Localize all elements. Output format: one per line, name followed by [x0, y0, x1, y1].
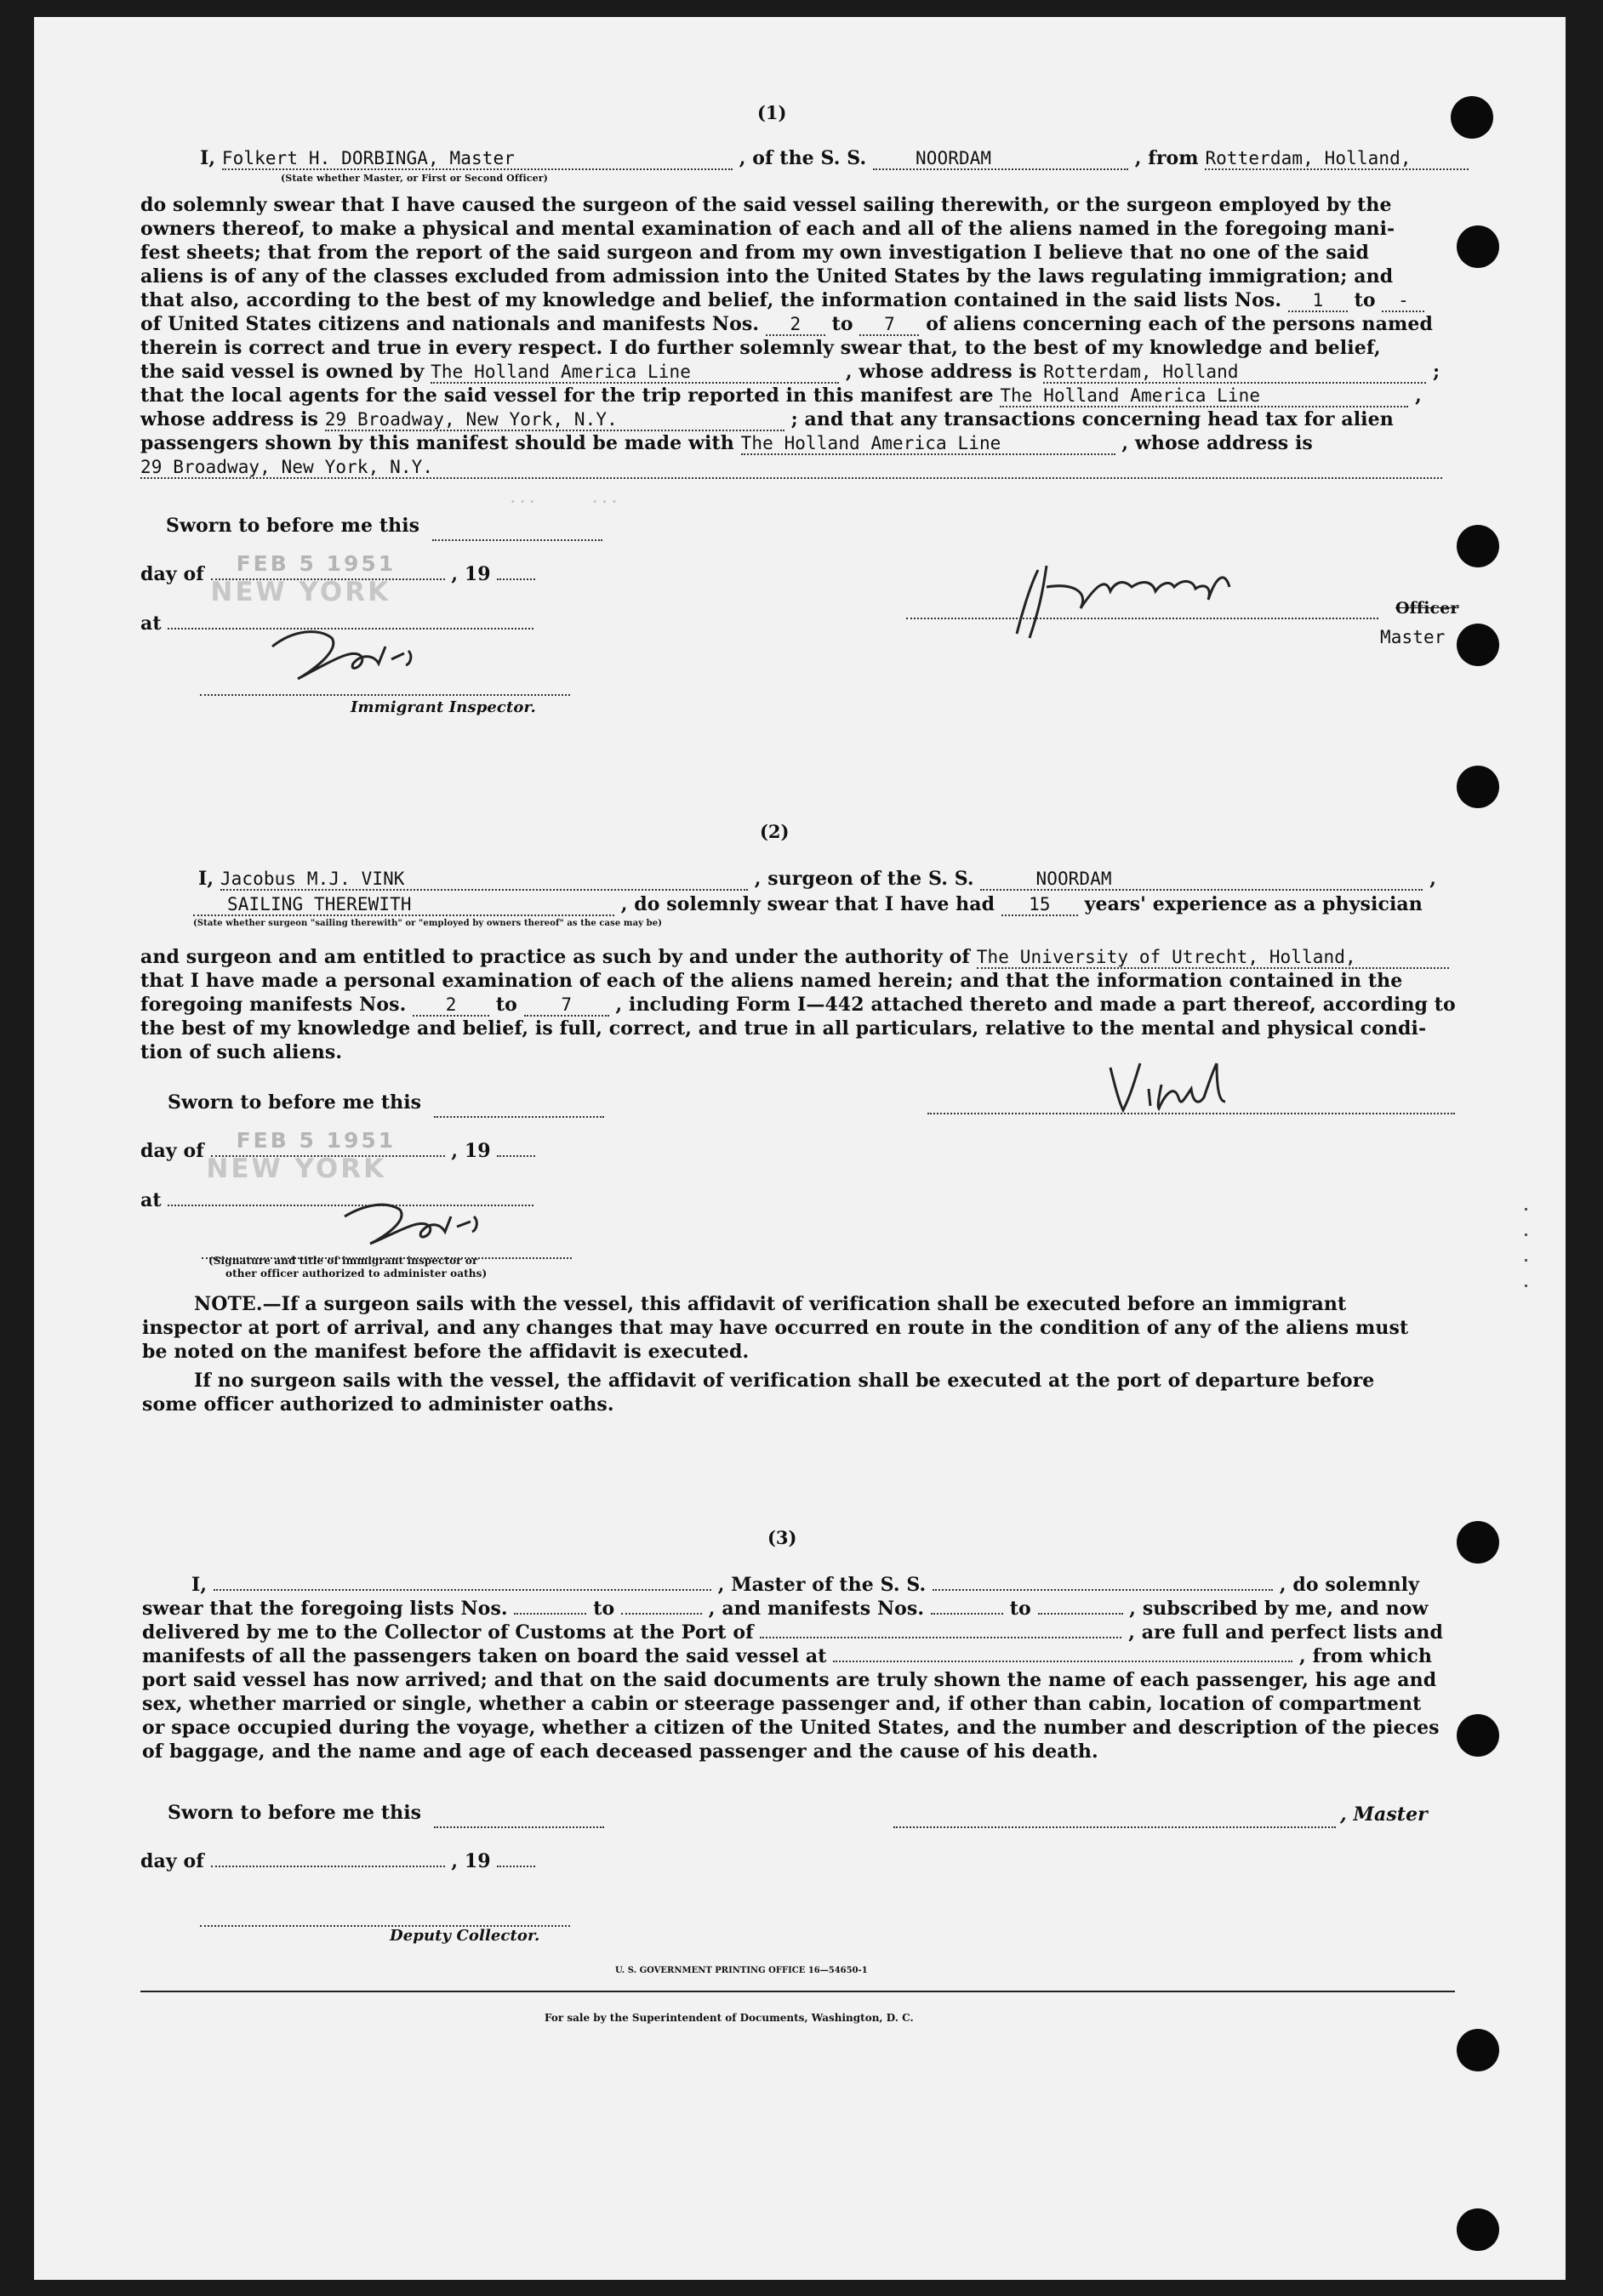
oath-text-line: port said vessel has now arrived; and that on the said documents are truly shown the name of each passenger, his age and: [142, 1669, 1437, 1691]
ship-name: NOORDAM: [873, 148, 1128, 170]
oath-text-line: , including Form I—442 attached thereto and made a part thereof, according to: [615, 994, 1456, 1016]
lists-to: -: [1382, 290, 1424, 312]
margin-speck: [1525, 1208, 1527, 1211]
signer-title: Master: [1380, 627, 1446, 647]
oath-text-line: of aliens concerning each of the persons named: [926, 313, 1433, 335]
master-name-blank[interactable]: [214, 1574, 711, 1591]
collector-caption: Deputy Collector.: [390, 1927, 540, 1945]
place-stamp: NEW YORK: [210, 577, 391, 607]
master-name: Folkert H. DORBINGA, Master: [222, 148, 733, 170]
oath-text-line: , whose address is: [845, 361, 1037, 383]
oath-text-line: that also, according to the best of my knowledge and belief, the information contained in the said lists Nos.: [140, 289, 1282, 311]
field-note: (State whether Master, or First or Second Officer): [281, 173, 548, 184]
oath-text-line: therein is correct and true in every respect. I do further solemnly swear that, to the best of my knowledge and belief,: [140, 337, 1381, 359]
of-ss-label: , of the S. S.: [739, 147, 867, 169]
port-blank[interactable]: [760, 1621, 1121, 1638]
oath-text-line: do solemnly swear that I have caused the surgeon of the said vessel sailing therewith, or the surgeon employed by the: [140, 194, 1392, 216]
oath-text-line: delivered by me to the Collector of Customs at the Port of: [142, 1621, 754, 1644]
master-sign-blank[interactable]: [893, 1811, 1336, 1828]
oath-text-line: swear that the foregoing lists Nos.: [142, 1598, 508, 1620]
oath-prefix: I,: [191, 1574, 208, 1596]
sworn-date-line: [432, 524, 602, 541]
to-label: to: [831, 313, 853, 335]
from-label: , from: [1134, 147, 1199, 169]
surgeon-name: Jacobus M.J. VINK: [220, 869, 748, 891]
oath-text-line: that I have made a personal examination of each of the aliens named herein; and that the information contained in the: [140, 970, 1403, 992]
oath-text-line: , subscribed by me, and now: [1129, 1598, 1429, 1620]
note-text: inspector at port of arrival, and any changes that may have occurred en route in the condition of any of the aliens must: [142, 1317, 1409, 1339]
oath-text-line: ; and that any transactions concerning head tax for alien: [790, 408, 1394, 430]
at-label: at: [140, 1189, 162, 1211]
day-of-label: day of: [140, 1140, 204, 1162]
sworn-label: Sworn to before me this: [166, 515, 420, 537]
oath-text-line: foregoing manifests Nos.: [140, 994, 407, 1016]
year-prefix: , 19: [451, 1850, 491, 1872]
to-label: to: [1009, 1598, 1031, 1620]
oath-text-line: tion of such aliens.: [140, 1041, 343, 1063]
oath-text-line: owners thereof, to make a physical and mental examination of each and all of the aliens named in the foregoing mani-: [140, 218, 1395, 240]
inspector-caption: other officer authorized to administer oaths): [225, 1268, 488, 1279]
lists-from: 1: [1288, 290, 1348, 312]
oath-text-line: , from which: [1299, 1645, 1432, 1667]
binder-hole: [1457, 225, 1499, 268]
sworn-date-line: [434, 1101, 604, 1118]
note-text: be noted on the manifest before the affidavit is executed.: [142, 1341, 750, 1363]
note-text: If no surgeon sails with the vessel, the affidavit of verification shall be executed at the port of departure before: [194, 1370, 1375, 1392]
section-number: (2): [760, 821, 790, 842]
binder-hole: [1457, 2029, 1499, 2071]
owner-name: The Holland America Line: [431, 362, 839, 384]
day-of-label: day of: [140, 563, 204, 585]
collector-line: [200, 1910, 570, 1927]
agent-name: The Holland America Line: [1000, 385, 1408, 407]
section-number: (3): [767, 1527, 797, 1548]
oath-text-line: passengers shown by this manifest should be made with: [140, 432, 734, 454]
sale-notice: For sale by the Superintendent of Documents, Washington, D. C.: [545, 2012, 914, 2024]
oath-text-line: aliens is of any of the classes excluded from admission into the United States by the laws regulating immigration; and: [140, 265, 1394, 288]
oath-text-line: , do solemnly swear that I have had: [620, 893, 995, 915]
binder-hole: [1457, 525, 1499, 567]
oath-text-line: , do solemnly: [1279, 1574, 1420, 1596]
master-caption: , Master: [1340, 1803, 1428, 1826]
affidavit-page: (1) I, Folkert H. DORBINGA, Master , of the S. S. NOORDAM , from Rotterdam, Holland, (State whether Master, or First or Second Officer) do solemnly swear that I have caused the surgeon of the said vessel sailing therewith, or the surgeon employed by the owners thereof, to make a physical and mental examination of each and all of the aliens named in the foregoing mani- fest sheets; that from the report of the said surgeon and from my own investigation I believe that no one of the said aliens is of any of the classes excluded from admission into the United States by the laws regulating immigration; and that also, according to the best of my knowledge and belief, the information contained in the said lists Nos. 1 to - of United States citizens and nationals and manifests Nos. 2 to 7 of aliens concerning each of the persons named therein is correct and true in every respect. I do further solemnly swear that, to the best of my knowledge and belief, the said vessel is owned by The Holland America Line , whose address is Rotterdam, Holland ; that the local agents for the said vessel for the trip reported in this manifest are The Holland America Line , whose address is 29 Broadway, New York, N.Y. ; and that any transactions concerning head tax for alien passengers shown by this manifest should be made with The Holland America Line , whose address is 29 Broadway, New York, N.Y. · · · · · · Sworn to before me this day of FEB 5 1951 , 19 at NEW YORK Immigrant Inspector. Officer Master (2) I, Jacobus M.J. VINK , surgeon of the S. S. NOORDAM , SAILING THEREWITH , do solemnly swear that I have had 15 years' experience as a physician (State whether surgeon "sailing therewith" or "employed by owners thereof" as the case may be) and surgeon and am entitled to practice as such by and under the authority of The University of Utrecht, Holland, that I have made a personal examination of each of the aliens named herein; and that the information contained in the foregoing manifests Nos. 2 to 7 , including Form I—442 attached thereto and made a part thereof, according to the best of my knowledge and belief, is full, correct, and true in all particulars, relative to the mental and physical condi- tion of such aliens. Sworn to before me this day of FEB 5 1951 , 19 at NEW YORK (Signature and title of immigrant inspector or other officer authorized to administer oaths) NOTE.—If a surgeon sails with the vessel, this affidavit of verification shall be executed before an immigrant inspector at port of arrival, and any changes that may have occurred en route in the condition of any of the aliens must be noted on the manifest before the affidavit is executed. If no surgeon sails with the vessel, the affidavit of verification shall be executed at the port of departure before some officer authorized to administer oaths. (3) I, , Master of the S. S. , do solemnly swear that the foregoing lists Nos. to , and manifests Nos. to , subscribed by me, and now delivered by me to the Collector of Customs at the Port of , are full and perfect lists and manifests of all the passengers taken on board the said vessel at , from which port said vessel has now arrived; and that on the said documents are truly shown the name of each passenger, his age and sex, whether married or single, whether a cabin or steerage passenger and, if other than cabin, location of compartment or space occupied during the voyage, whether a citizen of the United States, and the number and description of the pieces of baggage, and the name and age of each deceased passenger and the cause of his death. Sworn to before me this , Master day of , 19 Deputy Collector. U. S. GOVERNMENT PRINTING OFFICE 16—54650-1 For sale by the Superintendent of Documents, Washington, D. C.: [34, 17, 1566, 2280]
lists-from-blank[interactable]: [514, 1598, 586, 1615]
agent-address: 29 Broadway, New York, N.Y.: [325, 409, 784, 431]
struck-title: Officer: [1395, 599, 1459, 618]
margin-speck: [1525, 1259, 1527, 1262]
oath-text-line: or space occupied during the voyage, whether a citizen of the United States, and the number and description of the pieces: [142, 1717, 1440, 1739]
headtax-address: 29 Broadway, New York, N.Y.: [140, 457, 1442, 479]
date-blank[interactable]: [211, 1850, 445, 1867]
at-label: at: [140, 612, 162, 635]
sworn-label: Sworn to before me this: [168, 1802, 422, 1824]
oath-text-line: , Master of the S. S.: [717, 1574, 927, 1596]
oath-text-line: , are full and perfect lists and: [1128, 1621, 1443, 1644]
year-prefix: , 19: [451, 563, 491, 585]
headtax-party: The Holland America Line: [741, 433, 1115, 455]
sworn-label: Sworn to before me this: [168, 1091, 422, 1114]
manifests-to: 7: [524, 994, 609, 1017]
oath-text-line: whose address is: [140, 408, 319, 430]
note-text: some officer authorized to administer oaths.: [142, 1393, 614, 1416]
binder-hole: [1457, 2208, 1499, 2251]
oath-prefix: I,: [198, 868, 214, 890]
manifests-to: 7: [859, 314, 919, 336]
note-label: NOTE.: [194, 1293, 263, 1315]
manifests-from: 2: [413, 994, 489, 1017]
years-experience: 15: [1001, 894, 1078, 916]
oath-text-line: , and manifests Nos.: [708, 1598, 925, 1620]
ship-name-blank[interactable]: [933, 1574, 1273, 1591]
printer-imprint: U. S. GOVERNMENT PRINTING OFFICE 16—54650-1: [615, 1966, 868, 1975]
oath-text-line: sex, whether married or single, whether a cabin or steerage passenger and, if other than cabin, location of compartment: [142, 1693, 1422, 1715]
sworn-date-line: [434, 1811, 604, 1828]
licensing-authority: The University of Utrecht, Holland,: [977, 947, 1449, 969]
inspector-signature: [260, 612, 430, 689]
binder-hole: [1457, 1714, 1499, 1757]
binder-hole: [1457, 1521, 1499, 1564]
date-stamp: FEB 5 1951: [236, 1128, 396, 1153]
section-number: (1): [757, 102, 787, 123]
to-label: to: [593, 1598, 615, 1620]
ship-name: NOORDAM: [980, 869, 1423, 891]
oath-text-line: the said vessel is owned by: [140, 361, 425, 383]
bleed-through: · · · · · ·: [511, 493, 617, 510]
owner-address: Rotterdam, Holland: [1043, 362, 1426, 384]
footer-rule: [140, 1991, 1455, 1992]
master-sign-line: [906, 602, 1378, 619]
oath-text-line: , whose address is: [1121, 432, 1313, 454]
inspector-line: [200, 679, 570, 696]
oath-text-line: manifests of all the passengers taken on board the said vessel at: [142, 1645, 827, 1667]
surgeon-of-ss-label: , surgeon of the S. S.: [754, 868, 974, 890]
date-stamp: FEB 5 1951: [236, 551, 396, 576]
margin-speck: [1525, 1285, 1527, 1287]
sailing-status: SAILING THEREWITH: [193, 894, 614, 916]
field-note: (State whether surgeon "sailing therewith" or "employed by owners thereof" as the case may be): [193, 919, 663, 928]
oath-text-line: of baggage, and the name and age of each deceased passenger and the cause of his death.: [142, 1741, 1098, 1763]
manifests-from-blank[interactable]: [931, 1598, 1003, 1615]
day-of-label: day of: [140, 1850, 204, 1872]
manifests-from: 2: [766, 314, 825, 336]
inspector-caption: Immigrant Inspector.: [351, 698, 536, 716]
oath-text-line: that the local agents for the said vessel for the trip reported in this manifest are: [140, 385, 994, 407]
oath-text-line: years' experience as a physician: [1084, 893, 1423, 915]
lists-to-blank[interactable]: [621, 1598, 702, 1615]
binder-hole: [1457, 766, 1499, 808]
note-text: —If a surgeon sails with the vessel, this affidavit of verification shall be executed before an immigrant: [262, 1293, 1347, 1315]
binder-hole: [1451, 96, 1493, 139]
inspector-caption: (Signature and title of immigrant inspector or: [208, 1255, 478, 1267]
boarding-port-blank[interactable]: [833, 1645, 1292, 1662]
manifests-to-blank[interactable]: [1038, 1598, 1123, 1615]
oath-prefix: I,: [200, 147, 216, 169]
to-label: to: [495, 994, 517, 1016]
surgeon-sign-line: [927, 1097, 1455, 1114]
master-signature: [995, 536, 1302, 647]
oath-text-line: and surgeon and am entitled to practice as such by and under the authority of: [140, 946, 970, 968]
origin-port: Rotterdam, Holland,: [1205, 148, 1469, 170]
margin-speck: [1525, 1233, 1527, 1236]
binder-hole: [1457, 624, 1499, 666]
place-stamp: NEW YORK: [206, 1154, 387, 1184]
oath-text-line: fest sheets; that from the report of the said surgeon and from my own investigation I believe that no one of the said: [140, 242, 1369, 264]
year-prefix: , 19: [451, 1140, 491, 1162]
oath-text-line: of United States citizens and nationals and manifests Nos.: [140, 313, 760, 335]
to-label: to: [1354, 289, 1376, 311]
oath-text-line: the best of my knowledge and belief, is full, correct, and true in all particulars, relative to the mental and physical condi-: [140, 1017, 1427, 1040]
